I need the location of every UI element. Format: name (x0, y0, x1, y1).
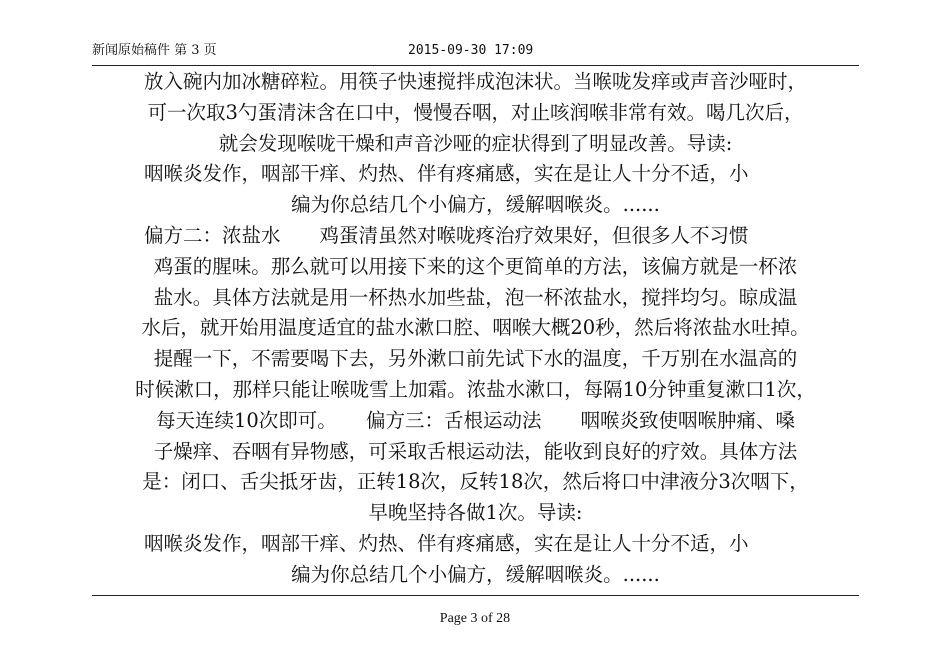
footer-divider (92, 595, 859, 596)
body-line: 提醒一下，不需要喝下去，另外漱口前先试下水的温度，千万别在水温高的 (153, 347, 798, 371)
body-line: 就会发现喉咙干燥和声音沙哑的症状得到了明显改善。导读: (218, 131, 733, 155)
body-line: 咽喉炎发作，咽部干痒、灼热、伴有疼痛感，实在是让人十分不适，小 (144, 531, 749, 555)
article-body (92, 67, 859, 591)
body-line: 可一次取3勺蛋清沫含在口中，慢慢吞咽，对止咳润喉非常有效。喝几次后， (147, 100, 804, 124)
body-line: 子燥痒、吞咽有异物感，可采取舌根运动法，能收到良好的疗效。具体方法 (153, 439, 798, 463)
body-line: 每天连续10次即可。 偏方三：舌根运动法 咽喉炎致使咽喉肿痛、嗓 (155, 408, 796, 432)
header-title: 新闻原始稿件 第 3 页 (92, 43, 217, 58)
header-datetime: 2015-09-30 17:09 (408, 43, 534, 58)
body-line: 放入碗内加冰糖碎粒。用筷子快速搅拌成泡沫状。当喉咙发痒或声音沙哑时， (143, 70, 807, 93)
body-line: 编为你总结几个小偏方，缓解咽喉炎。...... (291, 193, 660, 217)
body-line: 鸡蛋的腥味。那么就可以用接下来的这个更简单的方法，该偏方就是一杯浓 (153, 254, 798, 278)
body-line: 水后，就开始用温度适宜的盐水漱口腔、咽喉大概20秒，然后将浓盐水吐掉。 (141, 316, 810, 340)
body-line: 是：闭口、舌尖抵牙齿，正转18次，反转18次，然后将口中津液分3次咽下， (142, 470, 809, 494)
body-line: 盐水。具体方法就是用一杯热水加些盐，泡一杯浓盐水，搅拌均匀。晾成温 (153, 285, 798, 309)
body-line: 编为你总结几个小偏方，缓解咽喉炎。...... (291, 562, 660, 586)
body-line: 早晚坚持各做1次。导读: (368, 501, 583, 525)
header-divider (92, 65, 859, 66)
body-line: 时候漱口，那样只能让喉咙雪上加霜。浓盐水漱口，每隔10分钟重复漱口1次， (135, 377, 816, 401)
body-line: 咽喉炎发作，咽部干痒、灼热、伴有疼痛感，实在是让人十分不适，小 (144, 162, 749, 186)
body-line: 偏方二：浓盐水 鸡蛋清虽然对喉咙疼治疗效果好，但很多人不习惯 (144, 223, 749, 247)
page-number: Page 3 of 28 (439, 611, 511, 626)
